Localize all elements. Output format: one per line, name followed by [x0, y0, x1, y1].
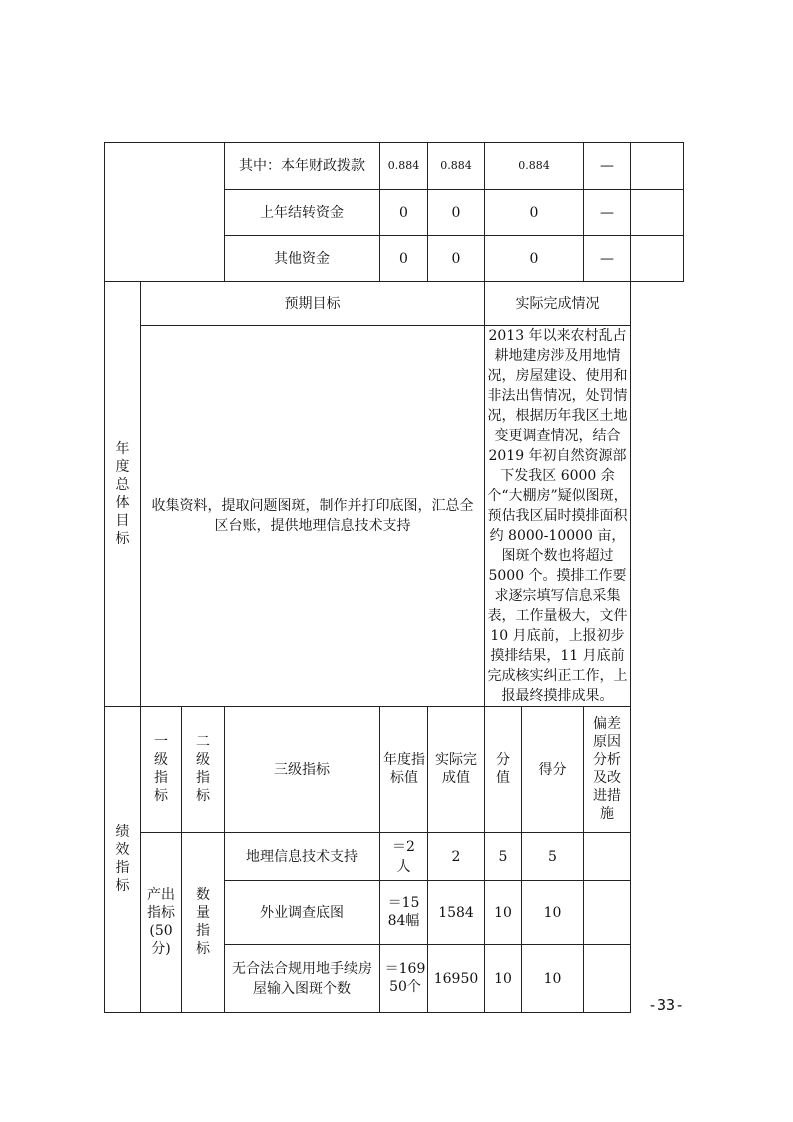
fund-blank	[631, 236, 684, 282]
indicator-row	[105, 833, 684, 881]
fund-allocated: 0	[428, 190, 485, 236]
fund-label: 其中：本年财政拨款	[225, 143, 380, 190]
fund-budget: 0	[380, 236, 428, 282]
indicator-score: 10	[522, 945, 584, 1013]
indicator-name: 无合法合规用地手续房屋输入图斑个数	[225, 945, 380, 1013]
fund-executed: 0	[485, 236, 584, 282]
goals-header-row	[105, 282, 684, 326]
indicator-deviation	[584, 833, 631, 881]
actual-value-header: 实际完成值	[428, 707, 485, 833]
indicator-name: 地理信息技术支持	[225, 833, 380, 881]
indicator-name: 外业调查底图	[225, 881, 380, 945]
fund-budget: 0	[380, 190, 428, 236]
indicator-score-value: 10	[485, 881, 522, 945]
goals-content-row	[105, 326, 684, 707]
expected-goal-header: 预期目标	[141, 282, 485, 326]
indicator-actual-value: 1584	[428, 881, 485, 945]
actual-completion-header: 实际完成情况	[485, 282, 631, 326]
annual-target-header: 年度指标值	[380, 707, 428, 833]
fund-dash: —	[584, 143, 631, 190]
score-header: 得分	[522, 707, 584, 833]
indicator-actual-value: 16950	[428, 945, 485, 1013]
page-number: -33-	[648, 996, 685, 1014]
level1-header: 一级指标	[141, 707, 182, 833]
fund-dash: —	[584, 236, 631, 282]
fund-label: 上年结转资金	[225, 190, 380, 236]
deviation-header: 偏差原因分析及改进措施	[584, 707, 631, 833]
performance-table	[104, 142, 684, 1013]
fund-executed: 0	[485, 190, 584, 236]
goals-section-label: 年度总体目标	[105, 282, 141, 707]
indicator-deviation	[584, 945, 631, 1013]
score-value-header: 分值	[485, 707, 522, 833]
indicator-score: 10	[522, 881, 584, 945]
fund-row	[105, 143, 684, 190]
indicators-section-label: 绩效指标	[105, 707, 141, 1013]
indicator-deviation	[584, 881, 631, 945]
indicator-annual-value: ＝16950个	[380, 945, 428, 1013]
fund-blank	[631, 190, 684, 236]
fund-allocated: 0	[428, 236, 485, 282]
fund-blank-cell	[105, 143, 225, 282]
indicator-score-value: 10	[485, 945, 522, 1013]
fund-blank	[631, 143, 684, 190]
fund-label: 其他资金	[225, 236, 380, 282]
fund-dash: —	[584, 190, 631, 236]
indicator-actual-value: 2	[428, 833, 485, 881]
expected-goal-text: 收集资料，提取问题图斑，制作并打印底图，汇总全区台账，提供地理信息技术支持	[141, 326, 485, 707]
fund-executed: 0.884	[485, 143, 584, 190]
level3-header: 三级指标	[225, 707, 380, 833]
indicator-annual-value: ＝2 人	[380, 833, 428, 881]
indicator-score: 5	[522, 833, 584, 881]
level1-output-label: 产出指标(50分)	[141, 833, 182, 1013]
actual-completion-text: 2013 年以来农村乱占耕地建房涉及用地情况，房屋建设、使用和非法出售情况，处罚情况，根据历年我区土地变更调查情况，结合 2019 年初自然资源部下发我区 6000 余个“大棚房”疑似图斑，预估我区届时摸排面积约 8000-10000 亩，图斑个数也将超过 5000 个。摸排工作要求逐宗填写信息采集表，工作量极大，文件 10 月底前，上报初步摸排结果，11 月底前完成核实纠正工作，上报最终摸排成果。	[485, 326, 631, 707]
indicator-annual-value: ＝1584幅	[380, 881, 428, 945]
fund-budget: 0.884	[380, 143, 428, 190]
indicator-score-value: 5	[485, 833, 522, 881]
fund-allocated: 0.884	[428, 143, 485, 190]
indicators-header-row	[105, 707, 684, 833]
level2-header: 二级指标	[182, 707, 225, 833]
level2-quantity-label: 数量指标	[182, 833, 225, 1013]
